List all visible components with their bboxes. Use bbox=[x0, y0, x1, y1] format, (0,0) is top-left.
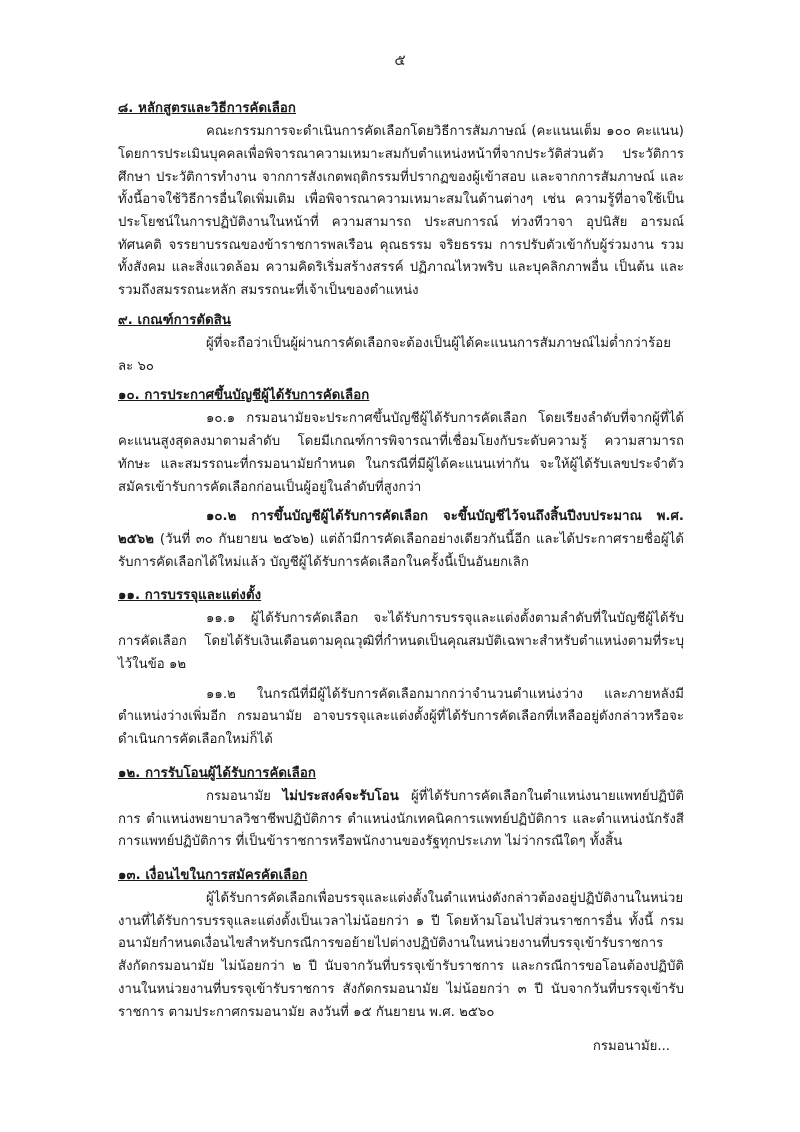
section-heading: ๑๑. การบรรจุและแต่งตั้ง bbox=[118, 588, 262, 604]
paragraph-run: คณะกรรมการจะดำเนินการคัดเลือกโดยวิธีการสัมภาษณ์ (คะแนนเต็ม ๑๐๐ คะแนน) โดยการประเมินบุคคลเพื่อพิจารณาความเหมาะสมกับตำแหน่งหน้าที่จากประวัติส่วนตัว ประวัติการศึกษา ประวัติการทำงาน จากการสังเกตพฤติกรรมที่ปรากฏของผู้เข้าสอบ และจากการสัมภาษณ์ และทั้งนี้อาจใช้วิธีการอื่นใดเพิ่มเติม เพื่อพิจารณาความเหมาะสมในด้านต่างๆ เช่น ความรู้ที่อาจใช้เป็นประโยชน์ในการปฏิบัติงานในหน้าที่ ความสามารถ ประสบการณ์ ท่วงทีวาจา อุปนิสัย อารมณ์ ทัศนคติ จรรยาบรรณของข้าราชการพลเรือน คุณธรรม จริยธรรม การปรับตัวเข้ากับผู้ร่วมงาน รวมทั้งสังคม และสิ่งแวดล้อม ความคิดริเริ่มสร้างสรรค์ ปฏิภาณไหวพริบ และบุคลิกภาพอื่น เป็นต้น และรวมถึงสมรรถนะหลัก สมรรถนะที่เจ้าเป็นของตำแหน่ง bbox=[118, 124, 684, 299]
paragraph bbox=[118, 608, 684, 676]
paragraph bbox=[118, 333, 684, 378]
paragraph-run: ผู้ที่จะถือว่าเป็นผู้ผ่านการคัดเลือกจะต้องเป็นผู้ได้คะแนนการสัมภาษณ์ไม่ต่ำกว่าร้อยละ ๖๐ bbox=[118, 335, 672, 374]
section-heading: ๘. หลักสูตรและวิธีการคัดเลือก bbox=[118, 101, 297, 116]
section-heading: ๙. เกณฑ์การตัดสิน bbox=[118, 312, 231, 328]
section-heading: ๑๒. การรับโอนผู้ได้รับการคัดเลือก bbox=[118, 765, 316, 781]
section-heading: ๑๓. เงื่อนไขในการสมัครคัดเลือก bbox=[118, 867, 308, 883]
paragraph bbox=[118, 121, 684, 303]
document-body bbox=[118, 98, 684, 1059]
paragraph-run: ๑๑.๒ ในกรณีที่มีผู้ได้รับการคัดเลือกมากกว่าจำนวนตำแหน่งว่าง และภายหลังมีตำแหน่งว่างเพิ่มอีก กรมอนามัย อาจบรรจุและแต่งตั้งผู้ที่ได้รับการคัดเลือกที่เหลืออยู่ดังกล่าวหรือจะดำเนินการคัดเลือกใหม่ก็ได้ bbox=[118, 686, 684, 747]
section-12 bbox=[118, 763, 684, 854]
paragraph-run: ไม่ประสงค์จะรับโอน bbox=[282, 788, 411, 804]
paragraph bbox=[118, 684, 684, 752]
closing-line: กรมอนามัย... bbox=[592, 1039, 670, 1055]
spacer bbox=[118, 576, 684, 585]
paragraph bbox=[118, 408, 684, 499]
page-number: ๕ bbox=[394, 51, 406, 69]
paragraph-run: ผู้ได้รับการคัดเลือกเพื่อบรรจุและแต่งตั้งในตำแหน่งดังกล่าวต้องอยู่ปฏิบัติงานในหน่วยงานที่ได้รับการบรรจุและแต่งตั้งเป็นเวลาไม่น้อยกว่า ๑ ปี โดยห้ามโอนไปส่วนราชการอื่น ทั้งนี้ กรมอนามัยกำหนดเงื่อนไขสำหรับกรณีการขอย้ายไปต่างปฏิบัติงานในหน่วยงานที่บรรจุเข้ารับราชการ สังกัดกรมอนามัย ไม่น้อยกว่า ๒ ปี นับจากวันที่บรรจุเข้ารับราชการ และกรณีการขอโอนต้องปฏิบัติงานในหน่วยงานที่บรรจุเข้ารับราชการ สังกัดกรมอนามัย ไม่น้อยกว่า ๓ ปี นับจากวันที่บรรจุเข้ารับราชการ ตามประกาศกรมอนามัย ลงวันที่ ๑๕ กันยายน พ.ศ. ๒๕๖๐ bbox=[118, 891, 684, 1020]
section-8 bbox=[118, 98, 684, 303]
paragraph-run: กรมอนามัย bbox=[206, 788, 283, 804]
paragraph-run: การขึ้นบัญชีผู้ได้รับการคัดเลือก จะขึ้นบัญชีไว้จนถึงสิ้นปีงบประมาณ พ.ศ. ๒๕๖๒ bbox=[118, 509, 684, 547]
paragraph bbox=[118, 786, 684, 854]
paragraph-run: ๑๐.๑ กรมอนามัยจะประกาศขึ้นบัญชีผู้ได้รับการคัดเลือก โดยเรียงลำดับที่จากผู้ที่ได้คะแนนสูงสุดลงมาตามลำดับ โดยมีเกณฑ์การพิจารณาที่เชื่อมโยงกับระดับความรู้ ความสามารถ ทักษะ และสมรรถนะที่กรมอนามัยกำหนด ในกรณีที่มีผู้ได้คะแนนเท่ากัน จะให้ผู้ได้รับเลขประจำตัวสมัครเข้ารับการคัดเลือกก่อนเป็นผู้อยู่ในลำดับที่สูงกว่า bbox=[118, 411, 684, 495]
paragraph bbox=[118, 888, 684, 1024]
section-heading: ๑๐. การประกาศขึ้นบัญชีผู้ได้รับการคัดเลือก bbox=[118, 388, 370, 404]
section-10 bbox=[118, 385, 684, 574]
section-13 bbox=[118, 865, 684, 1024]
section-9 bbox=[118, 310, 684, 379]
paragraph-run: ๑๐.๒ bbox=[206, 509, 252, 525]
paragraph-run: ๑๑.๑ ผู้ได้รับการคัดเลือก จะได้รับการบรรจุและแต่งตั้งตามลำดับที่ในบัญชีผู้ได้รับการคัดเลือก โดยได้รับเงินเดือนตามคุณวุฒิที่กำหนดเป็นคุณสมบัติเฉพาะสำหรับตำแหน่งตามที่ระบุไว้ในข้อ ๑๒ bbox=[118, 611, 684, 672]
paragraph bbox=[118, 506, 684, 574]
section-11 bbox=[118, 585, 684, 751]
spacer bbox=[118, 754, 684, 763]
paragraph-run: (วันที่ ๓๐ กันยายน ๒๕๖๒) แต่ถ้ามีการคัดเลือกอย่างเดียวกันนี้อีก และได้ประกาศรายชื่อผู้ได้รับการคัดเลือกได้ใหม่แล้ว บัญชีผู้ได้รับการคัดเลือกในครั้งนี้เป็นอันยกเลิก bbox=[118, 531, 684, 570]
paragraph-run: ผู้ที่ได้รับการคัดเลือกในตำแหน่งนายแพทย์ปฏิบัติการ ตำแหน่งพยาบาลวิชาชีพปฏิบัติการ ตำแหน่งนักเทคนิคการแพทย์ปฏิบัติการ และตำแหน่งนักรังสีการแพทย์ปฏิบัติการ ที่เป็นข้าราชการหรือพนักงานของรัฐทุกประเภท ไม่ว่ากรณีใดๆ ทั้งสิ้น bbox=[118, 788, 684, 850]
spacer bbox=[118, 856, 684, 865]
